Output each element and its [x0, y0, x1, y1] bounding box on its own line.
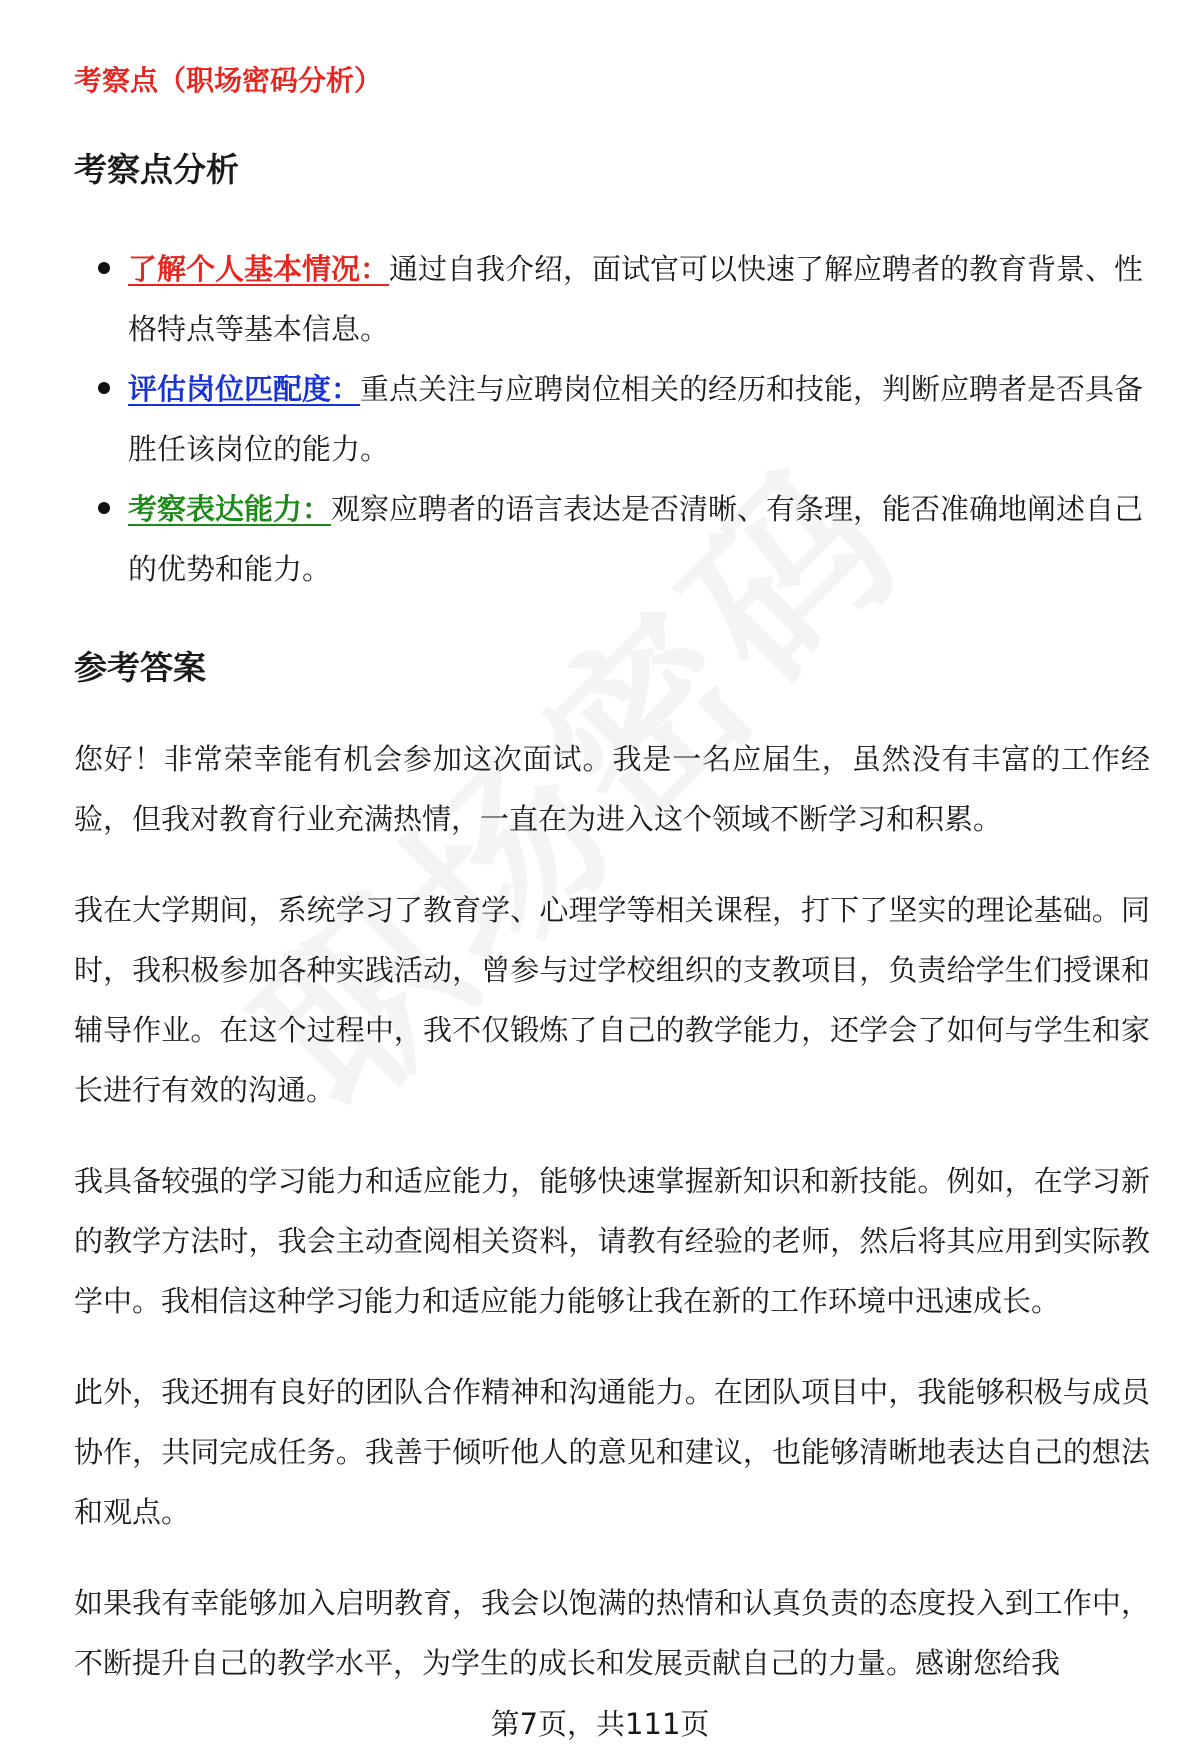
- top-label: 考察点（职场密码分析）: [74, 64, 383, 97]
- point-keyword: 考察表达能力：: [128, 492, 332, 526]
- point-text: 通过自我介绍，面试官可以快速了解应聘者的教育背景、性格特点等基本信息。: [128, 252, 1144, 346]
- point-keyword: 评估岗位匹配度：: [128, 372, 361, 406]
- answer-paragraph: 此外，我还拥有良好的团队合作精神和沟通能力。在团队项目中，我能够积极与成员协作，共同完成任务。我善于倾听他人的意见和建议，也能够清晰地表达自己的想法和观点。: [74, 1375, 1150, 1529]
- point-keyword: 了解个人基本情况：: [128, 252, 390, 286]
- analysis-point: [74, 239, 1150, 359]
- analysis-point-list: [74, 239, 1150, 599]
- bullet-icon: [98, 382, 110, 394]
- analysis-heading: 考察点分析: [74, 150, 239, 189]
- document-page: [74, 58, 1150, 1724]
- answer-heading: 参考答案: [74, 648, 206, 687]
- answer-paragraph: 我在大学期间，系统学习了教育学、心理学等相关课程，打下了坚实的理论基础。同时，我积极参加各种实践活动，曾参与过学校组织的支教项目，负责给学生们授课和辅导作业。在这个过程中，我不仅锻炼了自己的教学能力，还学会了如何与学生和家长进行有效的沟通。: [74, 893, 1150, 1107]
- bullet-icon: [98, 502, 110, 514]
- point-text: 观察应聘者的语言表达是否清晰、有条理，能否准确地阐述自己的优势和能力。: [128, 492, 1144, 586]
- answer-paragraph: 如果我有幸能够加入启明教育，我会以饱满的热情和认真负责的态度投入到工作中，不断提升自己的教学水平，为学生的成长和发展贡献自己的力量。感谢您给我: [74, 1586, 1150, 1680]
- analysis-point: [74, 479, 1150, 599]
- bullet-icon: [98, 262, 110, 274]
- answer-body: [74, 729, 1150, 1693]
- answer-paragraph: 您好！非常荣幸能有机会参加这次面试。我是一名应届生，虽然没有丰富的工作经验，但我对教育行业充满热情，一直在为进入这个领域不断学习和积累。: [74, 742, 1150, 836]
- page-indicator: 第7页，共111页: [490, 1707, 710, 1741]
- answer-paragraph: 我具备较强的学习能力和适应能力，能够快速掌握新知识和新技能。例如，在学习新的教学方法时，我会主动查阅相关资料，请教有经验的老师，然后将其应用到实际教学中。我相信这种学习能力和适应能力能够让我在新的工作环境中迅速成长。: [74, 1164, 1150, 1318]
- analysis-point: [74, 359, 1150, 479]
- point-text: 重点关注与应聘岗位相关的经历和技能，判断应聘者是否具备胜任该岗位的能力。: [128, 372, 1144, 466]
